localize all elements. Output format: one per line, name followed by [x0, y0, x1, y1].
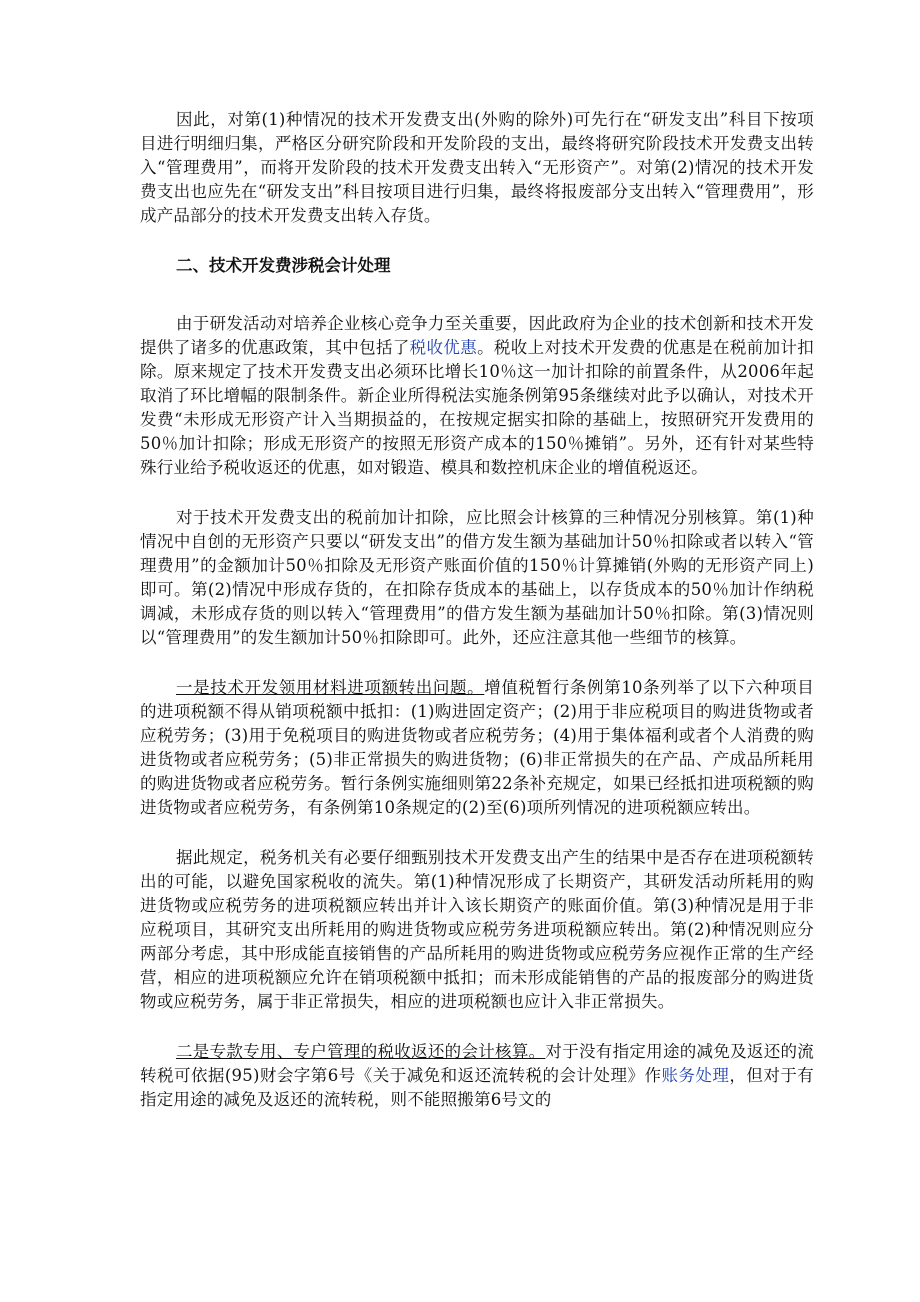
accounting-treatment-link[interactable]: 账务处理: [661, 1066, 730, 1085]
paragraph-text: 增值税暂行条例第10条列举了以下六种项目的进项税额不得从销项税额中抵扣：(1)购进固定资产；(2)用于非应税项目的购进货物或者应税劳务；(3)用于免税项目的购进货物或者应税劳务；(4)用于集体福利或者个人消费的购进货物或者应税劳务；(5)非正常损失的购进货物；(6)非正常损失的在产品、产成品所耗用的购进货物或者应税劳务。暂行条例实施细则第22条补充规定，如果已经抵扣进项税额的购进货物或者应税劳务，有条例第10条规定的(2)至(6)项所列情况的进项税额应转出。: [140, 678, 814, 817]
paragraph-pre-tax-deduction: [140, 506, 814, 650]
section-heading: [140, 254, 814, 278]
paragraph-tax-refund: [140, 1040, 814, 1112]
tax-incentive-link[interactable]: 税收优惠: [409, 338, 478, 357]
paragraph-text: 据此规定，税务机关有必要仔细甄别技术开发费支出产生的结果中是否存在进项税额转出的可能，以避免国家税收的流失。第(1)种情况形成了长期资产，其研发活动所耗用的购进货物或应税劳务的进项税额应转出并计入该长期资产的账面价值。第(3)种情况是用于非应税项目，其研究支出所耗用的购进货物或应税劳务进项税额应转出。第(2)种情况则应分两部分考虑，其中形成能直接销售的产品所耗用的购进货物或应税劳务应视作正常的生产经营，相应的进项税额应允许在销项税额中抵扣；而未形成能销售的产品的报废部分的购进货物或应税劳务，属于非正常损失，相应的进项税额也应计入非正常损失。: [140, 848, 814, 1011]
paragraph-text: 由于研发活动对培养企业核心竞争力至关重要，因此政府为企业的技术创新和技术开发提供了诸多的优惠政策，其中包括了: [140, 314, 814, 357]
underlined-topic: 二是专款专用、专户管理的税收返还的会计核算。: [176, 1042, 546, 1061]
section-heading-text: 二、技术开发费涉税会计处理: [176, 256, 391, 275]
paragraph-tax-incentives: [140, 312, 814, 480]
paragraph-text: 对于技术开发费支出的税前加计扣除，应比照会计核算的三种情况分别核算。第(1)种情况中自创的无形资产只要以“研发支出”的借方发生额为基础加计50％扣除或者以转入“管理费用”的金额加计50％扣除及无形资产账面价值的150％计算摊销(外购的无形资产同上)即可。第(2)情况中形成存货的，在扣除存货成本的基础上，以存货成本的50％加计作纳税调减，未形成存货的则以转入“管理费用”的借方发生额为基础加计50％扣除。第(3)情况则以“管理费用”的发生额加计50％扣除即可。此外，还应注意其他一些细节的核算。: [140, 508, 814, 647]
paragraph-text: 。税收上对技术开发费的优惠是在税前加计扣除。原来规定了技术开发费支出必须环比增长10％这一加计扣除的前置条件，从2006年起取消了环比增幅的限制条件。新企业所得税法实施条例第95条继续对此予以确认，对技术开发费“未形成无形资产计入当期损益的，在按规定据实扣除的基础上，按照研究开发费用的50％加计扣除；形成无形资产的按照无形资产成本的150％摊销”。另外，还有针对某些特殊行业给予税收返还的优惠，如对锻造、模具和数控机床企业的增值税返还。: [140, 338, 814, 477]
paragraph-tax-authority: [140, 846, 814, 1014]
paragraph-text: ，但对于有指定用途的减免及返还的流转税，则不能照搬第6号文的: [140, 1066, 815, 1109]
paragraph-text: 因此，对第(1)种情况的技术开发费支出(外购的除外)可先行在“研发支出”科目下按项目进行明细归集，严格区分研究阶段和开发阶段的支出，最终将研究阶段技术开发费支出转入“管理费用”，而将开发阶段的技术开发费支出转入“无形资产”。对第(2)情况的技术开发费支出也应先在“研发支出”科目按项目进行归集，最终将报废部分支出转入“管理费用”，形成产品部分的技术开发费支出转入存货。: [140, 110, 814, 225]
underlined-topic: 一是技术开发领用材料进项额转出问题。: [176, 678, 485, 697]
paragraph-text: 对于没有指定用途的减免及返还的流转税可依据(95)财会字第6号《关于减免和返还流转税的会计处理》作: [140, 1042, 814, 1085]
paragraph-accounting-summary: [140, 108, 814, 228]
paragraph-input-tax-transfer: [140, 676, 814, 820]
